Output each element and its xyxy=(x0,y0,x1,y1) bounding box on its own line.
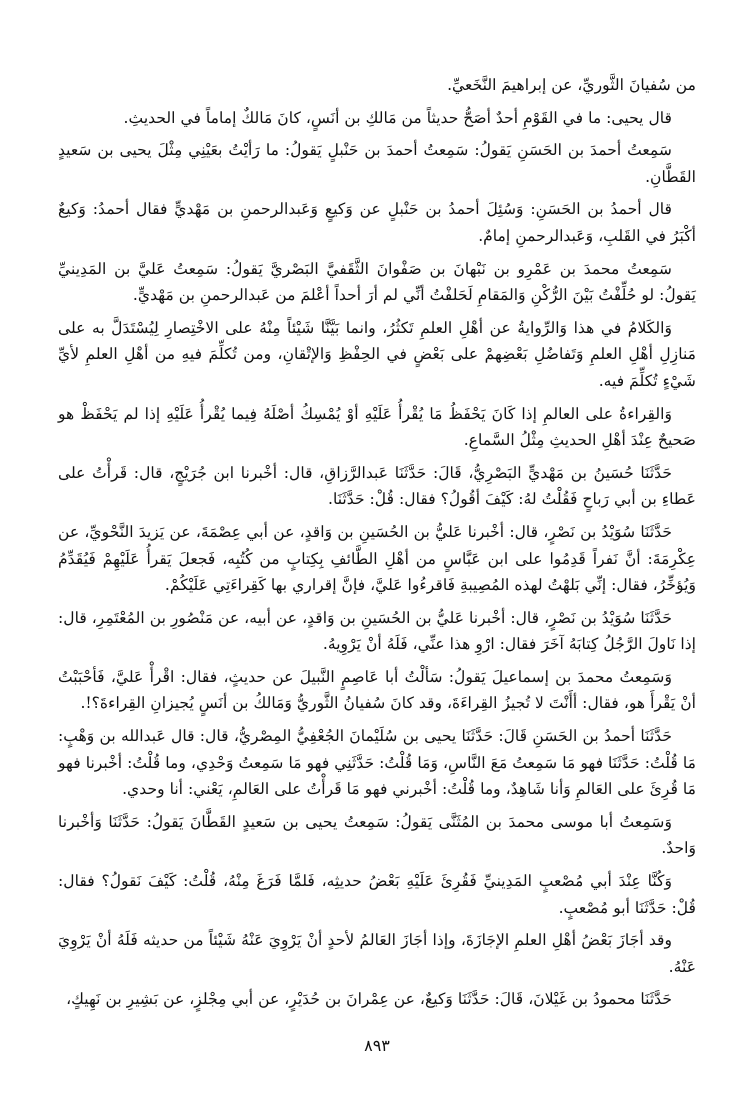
paragraph: سَمِعتُ محمدَ بن عَمْرِو بن نَبْهانَ بن صَفْوانَ الثَّقَفيَّ البَصْريَّ يَقولُ: سَمِعتُ عَليَّ بن المَدِينيِّ يَقولُ: لو حُلِّفْتُ بَيْنَ الرُّكْنِ وَالمَقامِ لَحَلفْتُ أنِّي لم أرَ أحداً أعْلمَ من عَبدالرحمنِ بن مَهْديٍّ. xyxy=(58,259,696,305)
paragraph: من سُفيانَ الثَّوريِّ، عن إبراهيمَ النَّخَعيِّ. xyxy=(447,76,696,94)
paragraph: قال يحيى: ما في القَوْمِ أحدٌ أصَحُّ حديثاً من مَالكِ بن أنَسٍ، كانَ مَالكٌ إماماً في الحديثِ. xyxy=(123,108,672,127)
paragraph: وَالقِراءةُ على العالمِ إذا كَانَ يَحْفَظُ مَا يُقْرأُ عَلَيْهِ أوْ يُمْسِكُ أصْلَهُ فِيما يُقْرأُ عَلَيْهِ إذا لم يَحْفَظْ هو صَحيحٌ عِنْدَ أهْلِ الحديثِ مِثْلُ السَّماعِ. xyxy=(58,404,696,450)
paragraph: سَمِعتُ أحمدَ بن الحَسَنِ يَقولُ: سَمِعتُ أحمدَ بن حَنْبلٍ يَقولُ: ما رَأيْتُ بعَيْنِي مِثْلَ يحيى بن سَعيدٍ القَطَّانِ. xyxy=(58,141,696,186)
paragraph: وَالكَلامُ في هذا وَالرِّوايةُ عن أهْلِ العلمِ تَكثُرُ، وانما بَيَّنَّا شَيْئاً مِنْهُ على الاخْتِصارِ لِيُسْتَدَلَّ به على مَنازِلِ أهْلِ العلمِ وَتَفاضُلِ بَعْضِهمْ على بَعْضٍ في الحِفْظِ وَالإتْقانِ، ومن تُكلِّمَ فيهِ من أهْلِ العلمِ لأيِّ شَيْءٍ تُكلِّمَ فيه. xyxy=(58,318,696,390)
paragraph: قال أحمدُ بن الحَسَنِ: وَسُئِلَ أحمدُ بن حَنْبلٍ عن وَكيعٍ وَعَبدالرحمنِ بن مَهْديٍّ فقال أحمدُ: وَكيعٌ أكْبَرُ في القَلبِ، وَعَبدالرحمنِ إمامٌ. xyxy=(58,200,696,245)
page-body xyxy=(58,72,696,1019)
paragraph: حَدَّثَنَا محمودُ بن غَيْلانَ، قَالَ: حَدَّثَنَا وَكيعٌ، عن عِمْرانَ بن حُدَيْرٍ، عن أبي مِجْلزٍ، عن بَشِيرِ بن نَهِيكٍ، xyxy=(66,990,672,1009)
paragraph: حَدَّثَنَا حُسَينُ بن مَهْديٍّ البَصْرِيُّ، قَالَ: حَدَّثَنَا عَبدالرَّزاقِ، قال: أخْبرنا ابن جُرَيْجٍ، قال: قَرأْتُ على عَطاءِ بن أبي رَباحٍ فَقُلْتُ لهُ: كَيْفَ أقُولُ؟ فقال: قُلْ: حَدَّثَنَا. xyxy=(58,463,696,509)
paragraph: وَسَمِعتُ أبا موسى محمدَ بن المُثَنَّى يَقولُ: سَمِعتُ يحيى بن سَعيدٍ القَطَّانَ يَقولُ: حَدَّثَنَا وَأخْبرنا وَاحدٌ. xyxy=(58,812,696,858)
paragraph: حَدَّثَنَا أحمدُ بن الحَسَنِ قَالَ: حَدَّثَنَا يحيى بن سُلَيْمانَ الجُعْفِيُّ المِصْريُّ، قال: قال عَبدالله بن وَهْبٍ: مَا قُلْتُ: حَدَّثَنَا فهو مَا سَمِعتُ مَعَ النَّاسِ، وَمَا قُلْتُ: حَدَّثَنِي فهو مَا سَمِعتُ وَحْدِي، وما قُلْتُ: أخْبرنا فهو مَا قُرِئَ على العَالمِ وَأنا شَاهِدٌ، وما قُلْتُ: أخْبرني فهو مَا قَرأْتُ على العَالمِ، يَعْني: أنا وحدي. xyxy=(58,727,696,799)
paragraph: حَدَّثَنَا سُوَيْدُ بن نَصْرٍ، قال: أخْبرنا عَليُّ بن الحُسَينِ بن وَاقدٍ، عن أبيه، عن مَنْصُورِ بن المُعْتَمِرِ، قال: إذا نَاولَ الرَّجُلُ كِتابَهُ آخَرَ فقال: ارْوِ هذا عنِّي، فَلَهُ أنْ يَرْوِيهُ. xyxy=(58,608,696,654)
paragraph: وقد أجَازَ بَعْضُ أهْلِ العلمِ الإجَازَةَ، وإذا أجَازَ العَالمُ لأحدٍ أنْ يَرْوِيَ عَنْهُ شَيْئاً من حديثه فَلَهُ أنْ يَرْوِيَ عَنْهُ. xyxy=(58,931,696,976)
page-number: ٨٩٣ xyxy=(364,1036,390,1055)
paragraph: وَسَمِعتُ محمدَ بن إسماعيلَ يَقولُ: سَألْتُ أبا عَاصِمٍ النَّبيلَ عن حديثٍ، فقال: اقْرأْ عَليَّ، فَأحْبَبْتُ أنْ يَقْرأَ هو، فقال: أأَنْتَ لا تُجيزُ القِراءَةَ، وقد كانَ سُفيانُ الثَّوريُّ وَمَالكُ بن أنَسٍ يُجيزانِ القِراءةَ؟!. xyxy=(58,667,696,713)
paragraph: حَدَّثَنَا سُوَيْدُ بن نَصْرٍ، قال: أخْبرنا عَليُّ بن الحُسَينِ بن وَاقدٍ، عن أبي عِصْمَةَ، عن يَزيدَ النَّحْويِّ، عن عِكْرِمَةَ: أنَّ نَفراً قَدِمُوا على ابن عَبَّاسٍ من أهْلِ الطَّائفِ بِكِتابٍ من كُتُبِه، فَجعلَ يَقرأُ عَلَيْهِمْ فَيُقَدِّمُ وَيُؤخِّرُ، فقال: إنِّي بَلهْتُ لهذه المُصِيبةِ فَاقرءُوا عَليَّ، فإنَّ إقراري بها كَقِراءَتِي عَلَيْكُمْ. xyxy=(58,522,696,595)
paragraph: وَكُنَّا عِنْدَ أبي مُصْعبٍ المَدِينيِّ فَقُرِئَ عَلَيْهِ بَعْضُ حديثِه، فَلمَّا فَرَغَ مِنْهُ، قُلْتُ: كَيْفَ نَقولُ؟ فقال: قُلْ: حَدَّثَنَا أبو مُصْعبٍ. xyxy=(58,872,696,917)
